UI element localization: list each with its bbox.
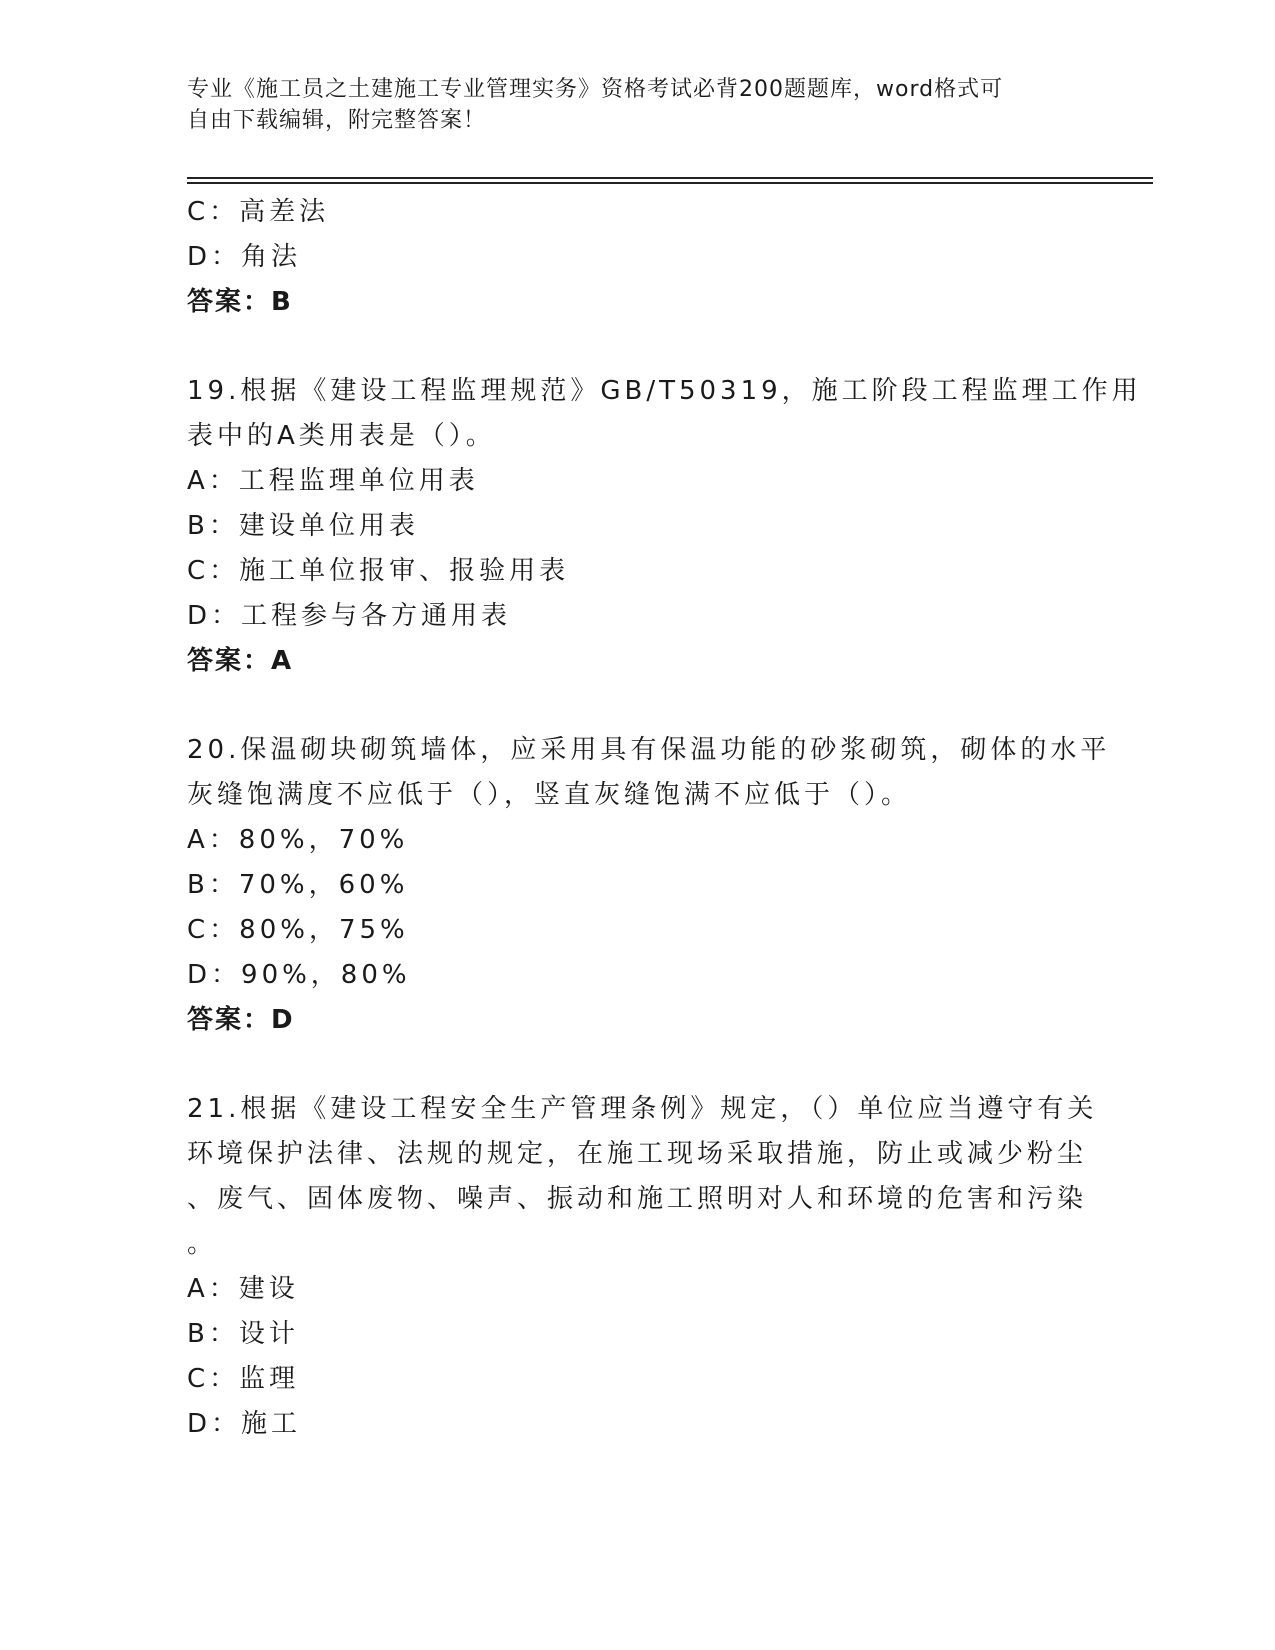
header-line-1: 专业《施工员之土建施工专业管理实务》资格考试必背200题题库，word格式可 <box>187 77 1004 102</box>
answer-label: 答案：B <box>187 287 293 317</box>
question-19 <box>187 369 1142 684</box>
option-b: B：70%，60% <box>187 870 409 900</box>
question-stem: 环境保护法律、法规的规定，在施工现场采取措施，防止或减少粉尘 <box>187 1139 1088 1169</box>
option-c: C：80%，75% <box>187 915 409 945</box>
question-stem: 21.根据《建设工程安全生产管理条例》规定，（）单位应当遵守有关 <box>187 1094 1098 1124</box>
question-stem: 表中的A类用表是（）。 <box>187 421 496 451</box>
option-d: D：90%，80% <box>187 960 411 990</box>
option-c: C：监理 <box>187 1364 300 1394</box>
option-a: A：80%，70% <box>187 825 409 855</box>
question-stem: 。 <box>187 1229 218 1259</box>
option-a: A：建设 <box>187 1274 299 1304</box>
question-stem: 、废气、固体废物、噪声、振动和施工照明对人和环境的危害和污染 <box>187 1184 1088 1214</box>
question-stem: 灰缝饱满度不应低于（），竖直灰缝饱满不应低于（）。 <box>187 780 912 810</box>
option-d: D：角法 <box>187 242 302 272</box>
option-c: C：高差法 <box>187 197 330 227</box>
option-b: B：设计 <box>187 1319 299 1349</box>
header-divider-top <box>187 177 1153 179</box>
question-20 <box>187 728 1111 1043</box>
document-header <box>187 74 1067 136</box>
header-divider-bottom <box>187 182 1153 184</box>
question-content <box>187 190 1142 1447</box>
question-21 <box>187 1087 1098 1447</box>
option-a: A：工程监理单位用表 <box>187 466 479 496</box>
answer-label: 答案：A <box>187 646 294 676</box>
question-stem: 19.根据《建设工程监理规范》GB/T50319，施工阶段工程监理工作用 <box>187 376 1142 406</box>
answer-label: 答案：D <box>187 1005 295 1035</box>
option-c: C：施工单位报审、报验用表 <box>187 556 570 586</box>
option-b: B：建设单位用表 <box>187 511 419 541</box>
option-d: D：工程参与各方通用表 <box>187 601 512 631</box>
question-stem: 20.保温砌块砌筑墙体，应采用具有保温功能的砂浆砌筑，砌体的水平 <box>187 735 1111 765</box>
option-d: D：施工 <box>187 1409 302 1439</box>
header-line-2: 自由下载编辑，附完整答案！ <box>187 108 487 133</box>
